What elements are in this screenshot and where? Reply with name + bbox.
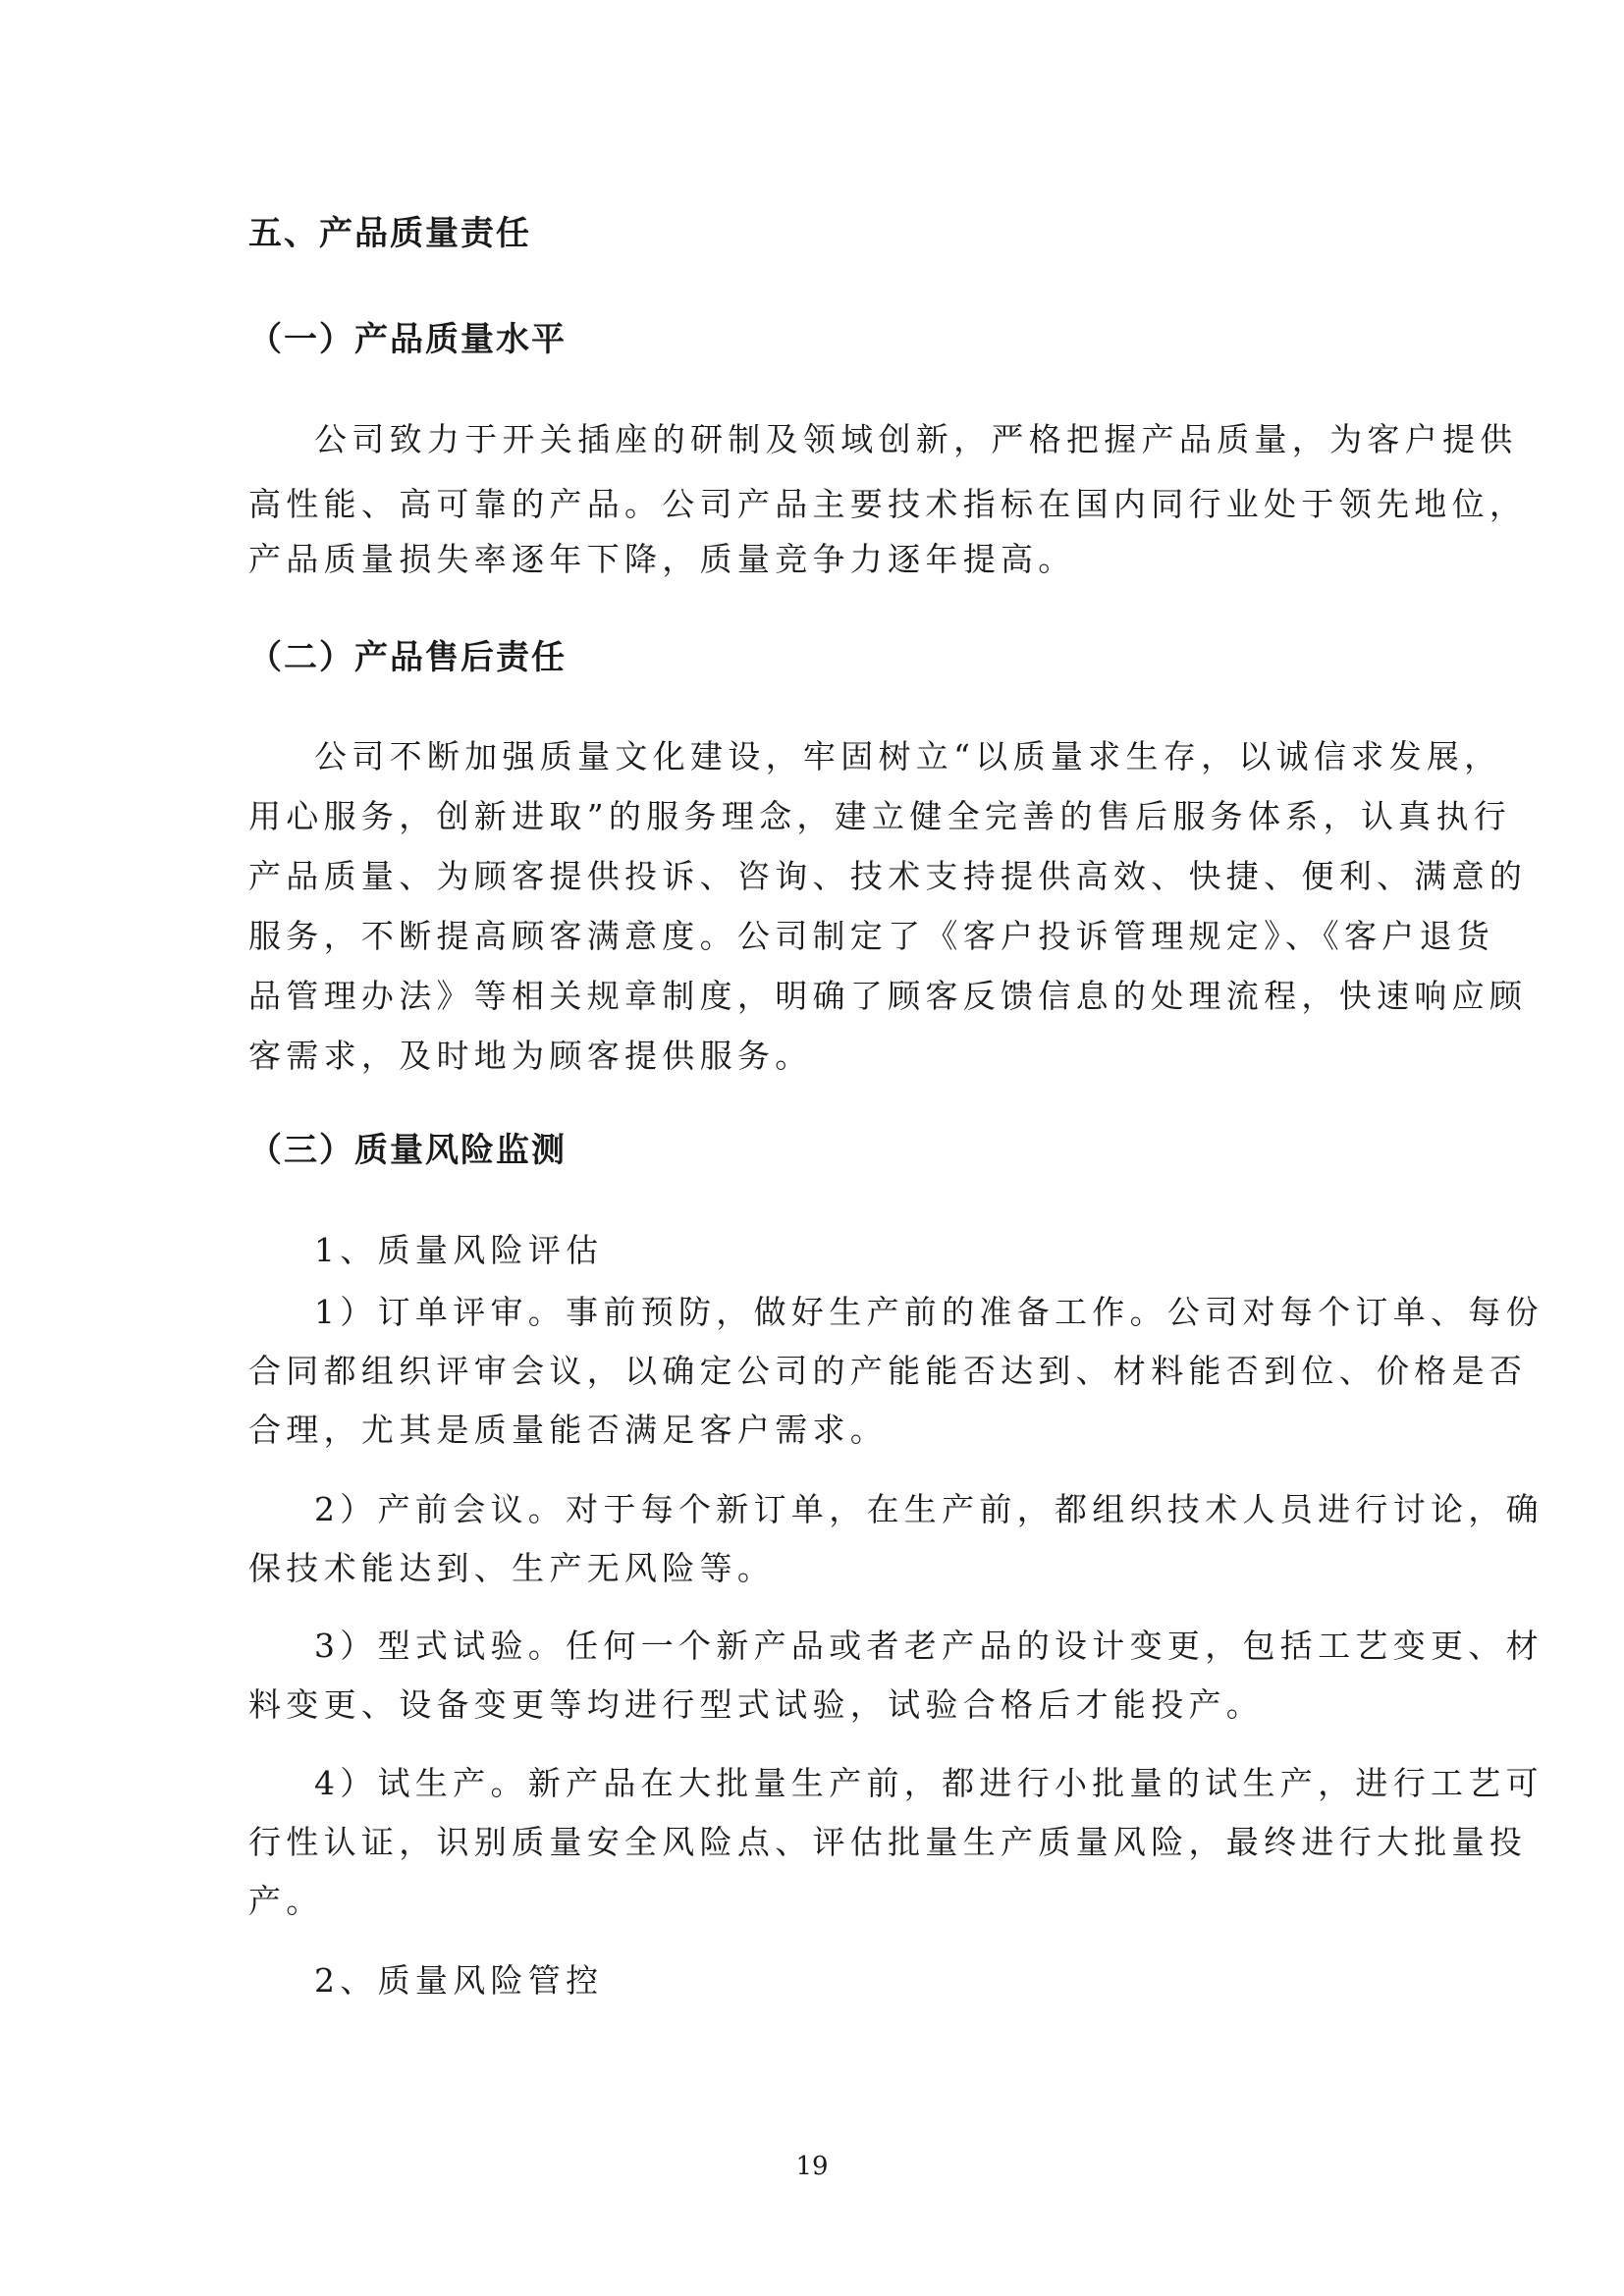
paragraph-line: 公司致力于开关插座的研制及领域创新，严格把握产品质量，为客户提供 — [314, 420, 1518, 458]
list-item-line: 3）型式试验。任何一个新产品或者老产品的设计变更，包括工艺变更、材 — [314, 1627, 1543, 1665]
list-item-line: 4）试生产。新产品在大批量生产前，都进行小批量的试生产，进行工艺可 — [314, 1764, 1543, 1802]
list-item-line: 保技术能达到、生产无风险等。 — [248, 1549, 776, 1587]
subsection-heading-3: （三）质量风险监测 — [248, 1131, 567, 1170]
paragraph-line: 高性能、高可靠的产品。公司产品主要技术指标在国内同行业处于领先地位， — [248, 485, 1528, 523]
subsection-heading-2: （二）产品售后责任 — [248, 638, 567, 677]
list-item-title: 1、质量风险评估 — [314, 1231, 604, 1269]
list-item-line: 产。 — [248, 1882, 324, 1920]
paragraph-line: 客需求，及时地为顾客提供服务。 — [248, 1037, 813, 1075]
list-item-line: 行性认证，识别质量安全风险点、评估批量生产质量风险，最终进行大批量投 — [248, 1823, 1528, 1861]
paragraph-line: 用心服务，创新进取”的服务理念，建立健全完善的售后服务体系，认真执行 — [248, 797, 1512, 835]
list-item-title: 2、质量风险管控 — [314, 1961, 604, 2000]
page-number: 19 — [795, 2152, 829, 2181]
list-item-line: 2）产前会议。对于每个新订单，在生产前，都组织技术人员进行讨论，确 — [314, 1490, 1543, 1528]
paragraph-line: 服务，不断提高顾客满意度。公司制定了《客户投诉管理规定》、《客户退货 — [248, 917, 1495, 955]
list-item-line: 料变更、设备变更等均进行型式试验，试验合格后才能投产。 — [248, 1685, 1265, 1724]
subsection-heading-1: （一）产品质量水平 — [248, 320, 567, 359]
list-item-line: 合理，尤其是质量能否满足客户需求。 — [248, 1411, 889, 1449]
list-item-line: 1）订单评审。事前预防，做好生产前的准备工作。公司对每个订单、每份 — [314, 1293, 1543, 1331]
section-title: 五、产品质量责任 — [248, 214, 531, 253]
paragraph-line: 产品质量、为顾客提供投诉、咨询、技术支持提供高效、快捷、便利、满意的 — [248, 857, 1528, 895]
paragraph-line: 产品质量损失率逐年下降，质量竞争力逐年提高。 — [248, 540, 1076, 578]
paragraph-line: 品管理办法》等相关规章制度，明确了顾客反馈信息的处理流程，快速响应顾 — [248, 977, 1528, 1015]
list-item-line: 合同都组织评审会议，以确定公司的产能能否达到、材料能否到位、价格是否 — [248, 1352, 1528, 1390]
paragraph-line: 公司不断加强质量文化建设，牢固树立“以质量求生存，以诚信求发展， — [314, 737, 1502, 775]
